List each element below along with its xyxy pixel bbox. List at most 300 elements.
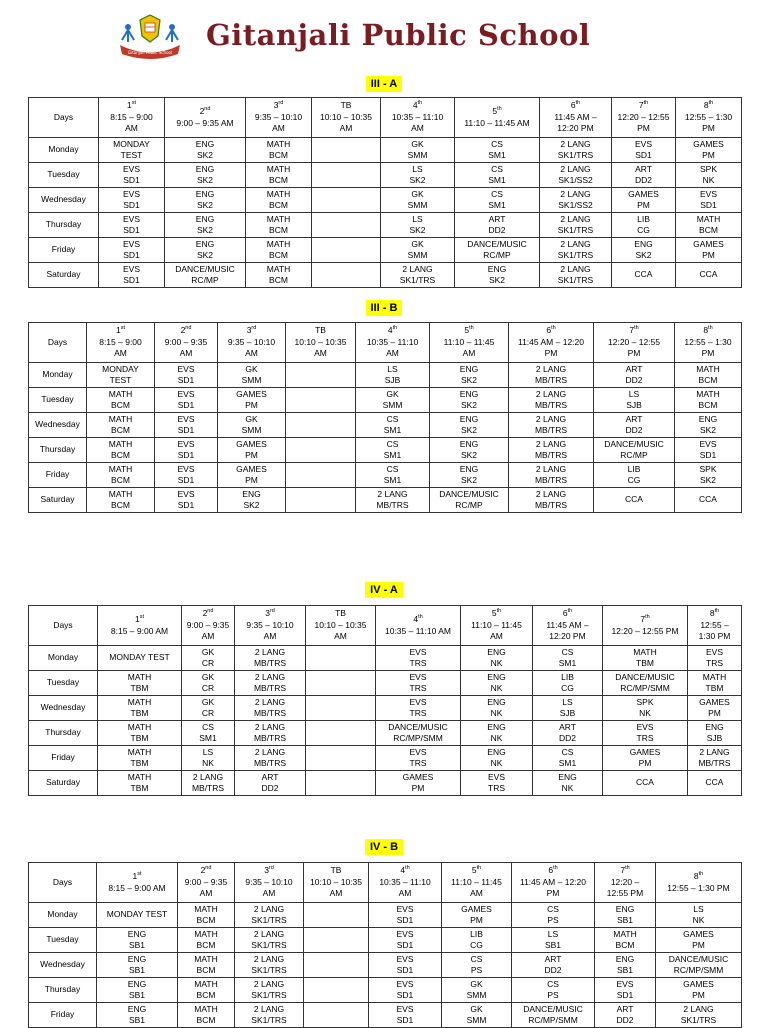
break-cell — [286, 388, 356, 413]
period-cell: GK CR — [182, 696, 235, 721]
day-cell: Friday — [29, 1003, 97, 1028]
period-cell: LS SJB — [356, 363, 430, 388]
period-cell: EVS SD1 — [99, 213, 165, 238]
break-cell — [312, 188, 381, 213]
period-cell: GK SMM — [442, 978, 512, 1003]
header-row — [29, 323, 742, 363]
period-cell: SPK NK — [603, 696, 688, 721]
period-cell: EVS SD1 — [155, 413, 218, 438]
day-cell: Friday — [29, 463, 87, 488]
period-cell: GK CR — [182, 646, 235, 671]
period-header: TB 10:10 – 10:35 AM — [312, 98, 381, 138]
period-cell: LIB CG — [594, 463, 675, 488]
section-label-iv-b: IV - B — [0, 837, 768, 855]
period-header: 6th 11:45 AM – 12:20 PM — [540, 98, 612, 138]
table-row — [29, 928, 742, 953]
period-cell: 2 LANG SK1/TRS — [656, 1003, 742, 1028]
period-cell: GAMES PM — [218, 388, 286, 413]
days-header: Days — [29, 863, 97, 903]
break-cell — [306, 671, 376, 696]
period-cell: GAMES PM — [688, 696, 742, 721]
day-cell: Tuesday — [29, 928, 97, 953]
period-cell: 2 LANG SK1/SS2 — [540, 188, 612, 213]
period-cell: MATH TBM — [98, 721, 182, 746]
day-cell: Tuesday — [29, 671, 98, 696]
period-cell: EVS SD1 — [155, 363, 218, 388]
period-cell: CS SM1 — [455, 163, 540, 188]
period-cell: MATH TBM — [98, 746, 182, 771]
break-cell — [312, 163, 381, 188]
period-cell: 2 LANG MB/TRS — [688, 746, 742, 771]
period-cell: MATH BCM — [246, 163, 312, 188]
period-cell: ENG SK2 — [165, 213, 246, 238]
period-cell: 2 LANG SK1/TRS — [540, 138, 612, 163]
table-row — [29, 238, 742, 263]
period-cell: SPK SK2 — [675, 463, 742, 488]
period-cell: MATH BCM — [178, 1003, 235, 1028]
period-cell: MATH BCM — [87, 413, 155, 438]
period-header: 2nd 9:00 – 9:35 AM — [165, 98, 246, 138]
break-cell — [312, 213, 381, 238]
period-cell: EVS SD1 — [155, 438, 218, 463]
table-row — [29, 978, 742, 1003]
period-cell: ENG SB1 — [97, 953, 178, 978]
timetable-iii-a — [28, 97, 742, 288]
period-header: TB 10:10 – 10:35 AM — [304, 863, 369, 903]
school-title: Gitanjali Public School — [206, 18, 591, 52]
period-header: 4th 10:35 – 11:10 AM — [369, 863, 442, 903]
period-cell: GAMES PM — [612, 188, 676, 213]
period-cell: ENG SB1 — [595, 953, 656, 978]
period-cell: MATH BCM — [676, 213, 742, 238]
period-header: 3rd 9:35 – 10:10 AM — [235, 606, 306, 646]
period-cell: ENG SK2 — [165, 138, 246, 163]
period-cell: 2 LANG SK1/TRS — [540, 238, 612, 263]
period-cell: ENG SK2 — [675, 413, 742, 438]
break-cell — [286, 463, 356, 488]
period-header: TB 10:10 – 10:35 AM — [286, 323, 356, 363]
table-row — [29, 163, 742, 188]
period-cell: EVS SD1 — [612, 138, 676, 163]
period-cell: DANCE/MUSIC RC/MP/SMM — [376, 721, 461, 746]
period-cell: EVS SD1 — [369, 1003, 442, 1028]
period-cell: EVS SD1 — [676, 188, 742, 213]
break-cell — [312, 238, 381, 263]
period-cell: CCA — [603, 771, 688, 796]
table-row — [29, 213, 742, 238]
period-cell: DANCE/MUSIC RC/MP — [165, 263, 246, 288]
period-cell: EVS SD1 — [155, 488, 218, 513]
period-cell: CCA — [675, 488, 742, 513]
period-cell: LS SB1 — [512, 928, 595, 953]
page-header — [0, 0, 768, 70]
table-row — [29, 671, 742, 696]
period-cell: 2 LANG SK1/TRS — [235, 928, 304, 953]
period-cell: MATH BCM — [675, 388, 742, 413]
period-cell: MATH TBM — [688, 671, 742, 696]
period-cell: MATH BCM — [246, 263, 312, 288]
table-row — [29, 646, 742, 671]
period-cell: MATH TBM — [603, 646, 688, 671]
header-row — [29, 606, 742, 646]
period-header: 8th 12:55 – 1:30 PM — [675, 323, 742, 363]
days-header: Days — [29, 606, 98, 646]
period-header: 4th 10:35 – 11:10 AM — [356, 323, 430, 363]
period-cell: GAMES PM — [603, 746, 688, 771]
period-cell: ENG SK2 — [430, 463, 509, 488]
table-row — [29, 721, 742, 746]
period-cell: ART DD2 — [612, 163, 676, 188]
period-cell: ENG NK — [461, 671, 533, 696]
day-cell: Wednesday — [29, 696, 98, 721]
day-cell: Wednesday — [29, 413, 87, 438]
period-header: 8th 12:55 – 1:30 PM — [688, 606, 742, 646]
period-cell: ENG SK2 — [430, 388, 509, 413]
period-header: 5th 11:10 – 11:45 AM — [442, 863, 512, 903]
table-row — [29, 263, 742, 288]
period-cell: 2 LANG MB/TRS — [235, 721, 306, 746]
period-cell: 2 LANG MB/TRS — [182, 771, 235, 796]
period-cell: CCA — [688, 771, 742, 796]
section-label-iii-b: III - B — [0, 298, 768, 316]
period-cell: ART DD2 — [594, 363, 675, 388]
day-cell: Saturday — [29, 488, 87, 513]
period-cell: MATH BCM — [87, 388, 155, 413]
period-header: 1st 8:15 – 9:00 AM — [97, 863, 178, 903]
break-cell — [286, 438, 356, 463]
period-cell: 2 LANG SK1/TRS — [235, 978, 304, 1003]
day-cell: Thursday — [29, 978, 97, 1003]
day-cell: Monday — [29, 646, 98, 671]
period-header: 7th 12:20 – 12:55 PM — [594, 323, 675, 363]
section-label-iii-a: III - A — [0, 74, 768, 92]
period-cell: ENG SB1 — [97, 1003, 178, 1028]
period-cell: EVS TRS — [376, 696, 461, 721]
period-cell: MATH BCM — [178, 978, 235, 1003]
period-cell: ENG SK2 — [165, 238, 246, 263]
period-cell: ENG NK — [461, 646, 533, 671]
period-cell: 2 LANG SK1/TRS — [235, 1003, 304, 1028]
period-cell: 2 LANG SK1/SS2 — [540, 163, 612, 188]
period-cell: CS SM1 — [356, 438, 430, 463]
period-cell: GAMES PM — [656, 928, 742, 953]
period-cell: EVS TRS — [376, 746, 461, 771]
period-cell: MATH BCM — [178, 928, 235, 953]
break-cell — [304, 903, 369, 928]
period-cell: CS SM1 — [455, 138, 540, 163]
period-cell: ENG SB1 — [97, 928, 178, 953]
day-cell: Tuesday — [29, 388, 87, 413]
day-cell: Tuesday — [29, 163, 99, 188]
period-cell: CCA — [594, 488, 675, 513]
period-header: 6th 11:45 AM – 12:20 PM — [533, 606, 603, 646]
period-cell: CS SM1 — [182, 721, 235, 746]
period-header: 2nd 9:00 – 9:35 AM — [182, 606, 235, 646]
period-cell: CCA — [676, 263, 742, 288]
period-cell: LS SJB — [594, 388, 675, 413]
period-cell: CS SM1 — [356, 463, 430, 488]
period-cell: LS NK — [656, 903, 742, 928]
period-cell: EVS SD1 — [369, 953, 442, 978]
period-header: 1st 8:15 – 9:00 AM — [98, 606, 182, 646]
period-header: TB 10:10 – 10:35 AM — [306, 606, 376, 646]
period-cell: ENG SK2 — [165, 163, 246, 188]
period-cell: MATH BCM — [246, 138, 312, 163]
period-cell: MATH BCM — [246, 188, 312, 213]
logo-text: Gitanjali Public School — [127, 50, 173, 55]
period-cell: EVS TRS — [376, 671, 461, 696]
day-cell: Monday — [29, 363, 87, 388]
period-cell: 2 LANG MB/TRS — [235, 671, 306, 696]
day-cell: Thursday — [29, 721, 98, 746]
period-cell: ENG SK2 — [218, 488, 286, 513]
period-cell: GK SMM — [381, 188, 455, 213]
period-header: 4th 10:35 – 11:10 AM — [381, 98, 455, 138]
period-header: 2nd 9:00 – 9:35 AM — [178, 863, 235, 903]
table-row — [29, 463, 742, 488]
period-cell: DANCE/MUSIC RC/MP/SMM — [656, 953, 742, 978]
table-row — [29, 696, 742, 721]
period-cell: GK SMM — [442, 1003, 512, 1028]
timetable-iii-b — [28, 322, 742, 513]
period-cell: 2 LANG MB/TRS — [356, 488, 430, 513]
period-cell: CS SM1 — [356, 413, 430, 438]
period-cell: ENG NK — [533, 771, 603, 796]
period-cell: EVS TRS — [461, 771, 533, 796]
period-header: 5th 11:10 – 11:45 AM — [461, 606, 533, 646]
period-cell: EVS SD1 — [99, 238, 165, 263]
period-cell: EVS TRS — [603, 721, 688, 746]
break-cell — [306, 771, 376, 796]
period-cell: ENG NK — [461, 696, 533, 721]
period-cell: MATH TBM — [98, 696, 182, 721]
break-cell — [312, 138, 381, 163]
period-cell: ENG SK2 — [430, 438, 509, 463]
period-header: 8th 12:55 – 1:30 PM — [676, 98, 742, 138]
period-header: 8th 12:55 – 1:30 PM — [656, 863, 742, 903]
period-cell: 2 LANG MB/TRS — [509, 488, 594, 513]
period-cell: GK SMM — [218, 413, 286, 438]
period-header: 5th 11:10 – 11:45 AM — [430, 323, 509, 363]
period-cell: LS SK2 — [381, 213, 455, 238]
day-cell: Saturday — [29, 263, 99, 288]
period-cell: MATH BCM — [246, 213, 312, 238]
period-cell: MONDAY TEST — [99, 138, 165, 163]
day-cell: Monday — [29, 138, 99, 163]
day-cell: Saturday — [29, 771, 98, 796]
period-cell: DANCE/MUSIC RC/MP — [594, 438, 675, 463]
period-cell: 2 LANG MB/TRS — [235, 646, 306, 671]
period-cell: MATH TBM — [98, 771, 182, 796]
period-cell: MATH BCM — [675, 363, 742, 388]
period-cell: 2 LANG SK1/TRS — [381, 263, 455, 288]
period-cell: LIB CG — [442, 928, 512, 953]
period-header: 7th 12:20 – 12:55 PM — [603, 606, 688, 646]
break-cell — [286, 413, 356, 438]
period-cell: EVS SD1 — [155, 463, 218, 488]
break-cell — [304, 953, 369, 978]
period-cell: ENG SK2 — [612, 238, 676, 263]
period-cell: LIB CG — [612, 213, 676, 238]
period-cell: ENG SJB — [688, 721, 742, 746]
period-cell: EVS SD1 — [99, 263, 165, 288]
period-cell: 2 LANG MB/TRS — [509, 363, 594, 388]
break-cell — [286, 488, 356, 513]
period-cell: GK CR — [182, 671, 235, 696]
break-cell — [312, 263, 381, 288]
period-cell: ENG SK2 — [165, 188, 246, 213]
period-cell: GAMES PM — [376, 771, 461, 796]
day-cell: Monday — [29, 903, 97, 928]
header-row — [29, 98, 742, 138]
period-cell: GK SMM — [356, 388, 430, 413]
day-cell: Thursday — [29, 438, 87, 463]
period-cell: SPK NK — [676, 163, 742, 188]
period-cell: EVS TRS — [688, 646, 742, 671]
period-cell: ENG SK2 — [430, 413, 509, 438]
period-cell: LS SJB — [533, 696, 603, 721]
period-header: 3rd 9:35 – 10:10 AM — [235, 863, 304, 903]
period-header: 7th 12:20 – 12:55 PM — [612, 98, 676, 138]
day-cell: Thursday — [29, 213, 99, 238]
period-cell: LS SK2 — [381, 163, 455, 188]
period-cell: 2 LANG MB/TRS — [235, 696, 306, 721]
period-cell: ART DD2 — [533, 721, 603, 746]
period-header: 6th 11:45 AM – 12:20 PM — [509, 323, 594, 363]
period-cell: MONDAY TEST — [98, 646, 182, 671]
period-cell: ART DD2 — [455, 213, 540, 238]
day-cell: Friday — [29, 746, 98, 771]
period-header: 1st 8:15 – 9:00 AM — [87, 323, 155, 363]
school-logo — [114, 12, 186, 62]
period-cell: 2 LANG SK1/TRS — [235, 903, 304, 928]
break-cell — [304, 978, 369, 1003]
period-cell: 2 LANG SK1/TRS — [540, 213, 612, 238]
period-cell: CS SM1 — [533, 646, 603, 671]
period-header: 6th 11:45 AM – 12:20 PM — [512, 863, 595, 903]
period-cell: GK SMM — [218, 363, 286, 388]
period-header: 2nd 9:00 – 9:35 AM — [155, 323, 218, 363]
period-cell: GK SMM — [381, 238, 455, 263]
table-row — [29, 771, 742, 796]
period-cell: CS PS — [512, 978, 595, 1003]
table-row — [29, 363, 742, 388]
period-cell: MONDAY TEST — [87, 363, 155, 388]
break-cell — [306, 746, 376, 771]
period-cell: 2 LANG MB/TRS — [509, 463, 594, 488]
period-cell: 2 LANG MB/TRS — [509, 413, 594, 438]
period-cell: MATH BCM — [595, 928, 656, 953]
period-cell: MATH BCM — [178, 903, 235, 928]
table-row — [29, 413, 742, 438]
days-header: Days — [29, 98, 99, 138]
period-cell: ENG NK — [461, 746, 533, 771]
period-cell: DANCE/MUSIC RC/MP — [455, 238, 540, 263]
period-cell: EVS SD1 — [99, 188, 165, 213]
period-cell: GAMES PM — [656, 978, 742, 1003]
period-cell: CS PS — [442, 953, 512, 978]
table-row — [29, 188, 742, 213]
table-row — [29, 953, 742, 978]
period-cell: GAMES PM — [676, 138, 742, 163]
timetable-iv-b — [28, 862, 742, 1028]
period-cell: MONDAY TEST — [97, 903, 178, 928]
period-cell: EVS SD1 — [675, 438, 742, 463]
period-cell: MATH TBM — [98, 671, 182, 696]
period-cell: GAMES PM — [442, 903, 512, 928]
day-cell: Wednesday — [29, 188, 99, 213]
period-cell: MATH BCM — [87, 488, 155, 513]
days-header: Days — [29, 323, 87, 363]
period-cell: MATH BCM — [87, 438, 155, 463]
break-cell — [286, 363, 356, 388]
period-header: 3rd 9:35 – 10:10 AM — [218, 323, 286, 363]
period-cell: ENG SB1 — [97, 978, 178, 1003]
header-row — [29, 863, 742, 903]
period-cell: LS NK — [182, 746, 235, 771]
period-cell: EVS SD1 — [155, 388, 218, 413]
period-cell: GAMES PM — [676, 238, 742, 263]
table-row — [29, 388, 742, 413]
period-cell: ART DD2 — [235, 771, 306, 796]
period-cell: EVS SD1 — [99, 163, 165, 188]
table-row — [29, 438, 742, 463]
break-cell — [304, 928, 369, 953]
period-cell: ENG SK2 — [455, 263, 540, 288]
period-cell: GAMES PM — [218, 463, 286, 488]
table-row — [29, 746, 742, 771]
break-cell — [306, 646, 376, 671]
period-cell: 2 LANG MB/TRS — [235, 746, 306, 771]
period-cell: ART DD2 — [594, 413, 675, 438]
period-cell: ART DD2 — [595, 1003, 656, 1028]
break-cell — [306, 721, 376, 746]
period-header: 1st 8:15 – 9:00 AM — [99, 98, 165, 138]
break-cell — [306, 696, 376, 721]
period-cell: ENG NK — [461, 721, 533, 746]
period-cell: LIB CG — [533, 671, 603, 696]
timetable-iv-a — [28, 605, 742, 796]
period-cell: 2 LANG MB/TRS — [509, 388, 594, 413]
table-row — [29, 138, 742, 163]
period-cell: DANCE/MUSIC RC/MP — [430, 488, 509, 513]
period-cell: EVS SD1 — [369, 978, 442, 1003]
period-cell: 2 LANG MB/TRS — [509, 438, 594, 463]
table-row — [29, 488, 742, 513]
day-cell: Friday — [29, 238, 99, 263]
table-row — [29, 903, 742, 928]
period-cell: ENG SB1 — [595, 903, 656, 928]
period-cell: CCA — [612, 263, 676, 288]
period-cell: MATH BCM — [246, 238, 312, 263]
period-cell: ART DD2 — [512, 953, 595, 978]
period-header: 4th 10:35 – 11:10 AM — [376, 606, 461, 646]
period-cell: EVS TRS — [376, 646, 461, 671]
period-cell: MATH BCM — [178, 953, 235, 978]
period-cell: CS SM1 — [533, 746, 603, 771]
period-cell: GK SMM — [381, 138, 455, 163]
period-cell: ENG SK2 — [430, 363, 509, 388]
period-cell: GAMES PM — [218, 438, 286, 463]
period-header: 7th 12:20 – 12:55 PM — [595, 863, 656, 903]
period-cell: EVS SD1 — [595, 978, 656, 1003]
period-cell: MATH BCM — [87, 463, 155, 488]
period-header: 3rd 9:35 – 10:10 AM — [246, 98, 312, 138]
period-cell: EVS SD1 — [369, 903, 442, 928]
period-cell: EVS SD1 — [369, 928, 442, 953]
period-cell: DANCE/MUSIC RC/MP/SMM — [512, 1003, 595, 1028]
period-cell: CS SM1 — [455, 188, 540, 213]
